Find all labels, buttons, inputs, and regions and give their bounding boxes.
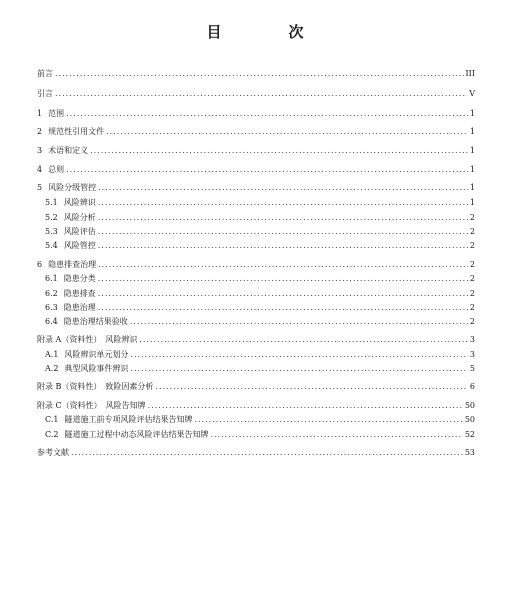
toc-entry-number: 3	[37, 146, 43, 155]
toc-entry-label: 隧道施工过程中动态风险评估结果告知牌	[64, 430, 209, 439]
toc-entry[interactable]	[45, 288, 475, 300]
toc-entry-page: 2	[469, 303, 475, 312]
toc-leader-dots	[139, 334, 468, 346]
toc-entry[interactable]	[37, 88, 475, 100]
toc-entry-label: 风险辨识单元划分	[64, 350, 129, 359]
toc-entry-page: 1	[469, 183, 475, 192]
toc-entry-number: 6.3	[45, 303, 58, 312]
toc-leader-dots	[66, 164, 468, 176]
toc-entry-label: 术语和定义	[48, 146, 89, 155]
toc-entry-number: 1	[37, 109, 43, 118]
toc-entry[interactable]	[45, 302, 475, 314]
toc-entry[interactable]	[45, 316, 475, 328]
toc-leader-dots	[106, 126, 468, 138]
toc-entry-label: 附录 B（资料性） 致险因素分析	[37, 382, 154, 391]
toc-entry[interactable]	[37, 145, 475, 157]
toc-entry[interactable]	[37, 68, 475, 80]
toc-leader-dots	[98, 259, 468, 271]
toc-entry-label: 范围	[48, 109, 65, 118]
toc-entry-page: 1	[469, 127, 475, 136]
toc-entry-page: 50	[464, 401, 475, 410]
toc-entry[interactable]	[37, 126, 475, 138]
toc-entry-number: 2	[37, 127, 43, 136]
toc-leader-dots	[71, 447, 463, 459]
toc-entry-number: 6.1	[45, 274, 58, 283]
toc-leader-dots	[130, 363, 467, 375]
toc-entry-page: 2	[469, 213, 475, 222]
toc-entry-page: 2	[469, 274, 475, 283]
toc-entry[interactable]	[37, 334, 475, 346]
toc-leader-dots	[130, 316, 468, 328]
toc-entry-page: V	[469, 89, 475, 98]
toc-leader-dots	[66, 108, 468, 120]
toc-leader-dots	[98, 182, 468, 194]
toc-entry[interactable]	[45, 363, 475, 375]
toc-entry-label: 附录 A（资料性） 风险辨识	[37, 335, 138, 344]
toc-entry-label: 风险分级管控	[48, 183, 97, 192]
toc-entry-number: A.1	[45, 350, 59, 359]
toc-entry-number: C.1	[45, 415, 59, 424]
toc-entry-page: 3	[469, 350, 475, 359]
toc-entry-label: 前言	[37, 69, 53, 78]
toc-entry-number: 6	[37, 260, 43, 269]
toc-entry-page: 5	[469, 364, 475, 373]
toc-entry-page: 2	[469, 260, 475, 269]
toc-leader-dots	[98, 302, 468, 314]
toc-entry[interactable]	[37, 447, 475, 459]
toc-leader-dots	[98, 240, 468, 252]
toc-entry-number: A.2	[45, 364, 59, 373]
toc-entry-page: 52	[464, 430, 475, 439]
toc-entry-page: 3	[469, 335, 475, 344]
toc-entry-label: 典型风险事件辨识	[64, 364, 129, 373]
toc-entry[interactable]	[45, 429, 475, 441]
toc-leader-dots	[55, 88, 467, 100]
toc-entry-label: 总则	[48, 165, 65, 174]
toc-entry-label: 参考文献	[37, 448, 69, 457]
toc-entry-page: III	[465, 69, 475, 78]
toc-entry[interactable]	[45, 212, 475, 224]
toc-entry-label: 引言	[37, 89, 53, 98]
toc-entry-page: 1	[469, 109, 475, 118]
toc-entry[interactable]	[45, 273, 475, 285]
toc-entry-number: 5.2	[45, 213, 58, 222]
toc-leader-dots	[148, 400, 463, 412]
toc-entry-label: 隧道施工前专项风险评估结果告知牌	[64, 415, 193, 424]
toc-entry-number: 5.3	[45, 227, 58, 236]
toc-leader-dots	[98, 226, 468, 238]
toc-entry-page: 2	[469, 317, 475, 326]
toc-entry-page: 6	[469, 382, 475, 391]
toc-entry-label: 隐患治理结果验收	[63, 317, 128, 326]
toc-entry-number: 6.4	[45, 317, 58, 326]
toc-entry-page: 50	[464, 415, 475, 424]
toc-entry-label: 风险评估	[63, 227, 96, 236]
toc-entry-page: 1	[469, 198, 475, 207]
toc-entry-label: 风险辨识	[63, 198, 96, 207]
toc-entry[interactable]	[37, 400, 475, 412]
toc-leader-dots	[90, 145, 468, 157]
toc-leader-dots	[98, 212, 468, 224]
toc-leader-dots	[210, 429, 462, 441]
toc-entry[interactable]	[45, 414, 475, 426]
toc-entry-page: 2	[469, 227, 475, 236]
toc-entry[interactable]	[45, 226, 475, 238]
toc-entry-label: 风险管控	[63, 241, 96, 250]
page-title: 目 次	[206, 23, 330, 41]
toc-entry-label: 规范性引用文件	[48, 127, 105, 136]
toc-entry[interactable]	[37, 381, 475, 393]
toc-entry-page: 1	[469, 146, 475, 155]
toc-entry[interactable]	[45, 240, 475, 252]
toc-entry-number: 4	[37, 165, 43, 174]
toc-entry-label: 隐患排查治理	[48, 260, 97, 269]
toc-entry-page: 1	[469, 165, 475, 174]
toc-entry-label: 隐患分类	[63, 274, 96, 283]
toc-entry[interactable]	[45, 349, 475, 361]
toc-entry-page: 53	[464, 448, 475, 457]
toc-entry-number: 6.2	[45, 289, 58, 298]
toc-leader-dots	[130, 349, 467, 361]
toc-entry-page: 2	[469, 241, 475, 250]
toc-entry-number: 5.1	[45, 198, 58, 207]
toc-leader-dots	[55, 68, 464, 80]
toc-entry-label: 隐患排查	[63, 289, 96, 298]
toc-leader-dots	[98, 288, 468, 300]
toc-entry[interactable]	[37, 182, 475, 194]
toc-entry-label: 隐患治理	[63, 303, 96, 312]
toc-entry-number: 5.4	[45, 241, 58, 250]
toc-entry[interactable]	[45, 197, 475, 209]
toc-entry-number: 5	[37, 183, 43, 192]
toc-leader-dots	[98, 273, 468, 285]
toc-entry-page: 2	[469, 289, 475, 298]
toc-entry[interactable]	[37, 164, 475, 176]
toc-leader-dots	[98, 197, 468, 209]
toc-leader-dots	[155, 381, 467, 393]
toc-entry-number: C.2	[45, 430, 59, 439]
toc-entry[interactable]	[37, 259, 475, 271]
toc-entry-label: 风险分析	[63, 213, 96, 222]
toc-entry[interactable]	[37, 108, 475, 120]
toc-leader-dots	[194, 414, 462, 426]
toc-entry-label: 附录 C（资料性） 风险告知牌	[37, 401, 146, 410]
